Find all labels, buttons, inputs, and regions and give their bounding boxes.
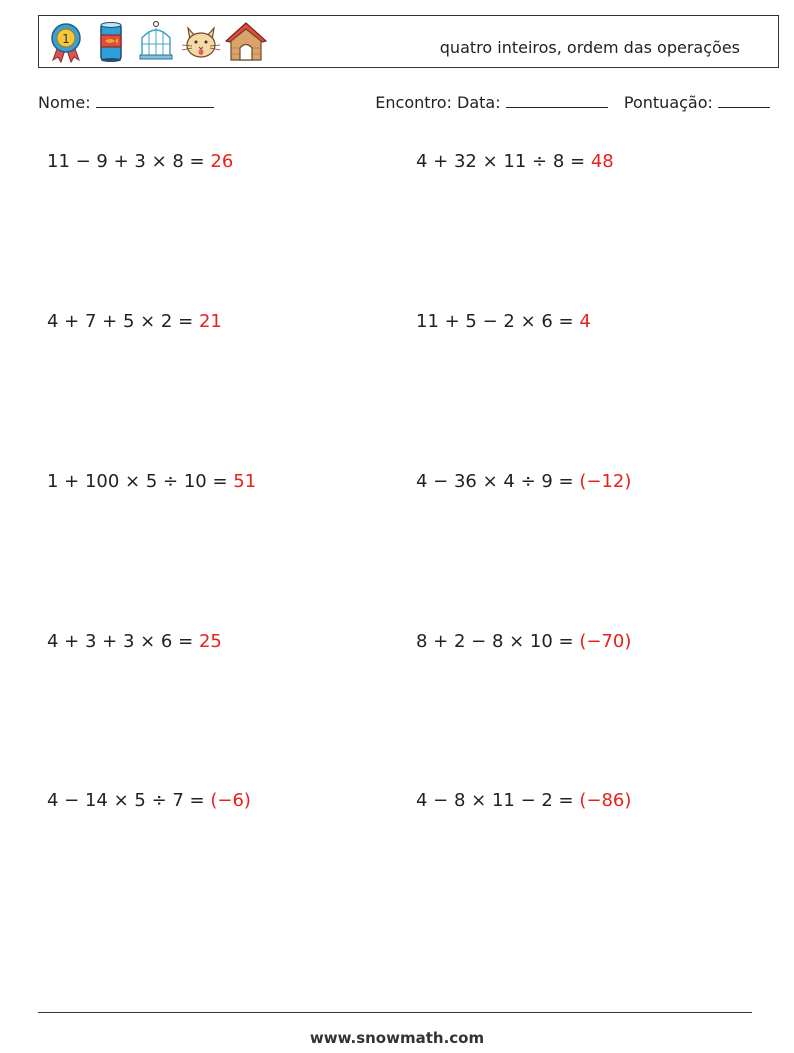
svg-text:1: 1	[62, 32, 70, 46]
problem-expression: 4 − 8 × 11 − 2 =	[416, 790, 574, 811]
problem-expression: 4 − 14 × 5 ÷ 7 =	[47, 790, 205, 811]
score-label: Pontuação:	[623, 93, 713, 112]
problem-answer: (−12)	[579, 471, 632, 492]
problem-answer: 48	[590, 151, 614, 172]
score-blank[interactable]	[718, 94, 770, 108]
problem-expression: 4 + 7 + 5 × 2 =	[47, 311, 194, 332]
problem-answer: 26	[210, 151, 234, 172]
problem-expression: 4 + 32 × 11 ÷ 8 =	[416, 151, 586, 172]
problem-expression: 11 + 5 − 2 × 6 =	[416, 311, 574, 332]
problem-expression: 8 + 2 − 8 × 10 =	[416, 631, 574, 652]
problem-1	[47, 151, 233, 172]
problem-expression: 11 − 9 + 3 × 8 =	[47, 151, 205, 172]
medal-icon	[45, 20, 87, 64]
problem-answer: 25	[198, 631, 222, 652]
name-blank[interactable]	[96, 94, 214, 108]
problem-6	[416, 471, 631, 492]
problem-answer: (−6)	[210, 790, 251, 811]
encounter-field	[375, 93, 770, 112]
problem-7	[47, 631, 222, 652]
worksheet-header	[38, 15, 779, 68]
date-label: Data:	[457, 93, 501, 112]
problem-5	[47, 471, 256, 492]
problem-answer: 21	[198, 311, 222, 332]
problem-answer: (−70)	[579, 631, 632, 652]
footer-divider	[38, 1012, 752, 1013]
problem-expression: 1 + 100 × 5 ÷ 10 =	[47, 471, 228, 492]
problem-4	[416, 311, 591, 332]
problem-8	[416, 631, 631, 652]
cat-face-icon	[180, 20, 222, 64]
worksheet-title: quatro inteiros, ordem das operações	[439, 38, 740, 57]
problem-answer: 4	[579, 311, 591, 332]
fish-can-icon	[90, 20, 132, 64]
problem-answer: 51	[233, 471, 257, 492]
problem-9	[47, 790, 251, 811]
problem-2	[416, 151, 614, 172]
name-label: Nome:	[38, 93, 91, 112]
problem-3	[47, 311, 222, 332]
problem-expression: 4 + 3 + 3 × 6 =	[47, 631, 194, 652]
footer-url[interactable]: www.snowmath.com	[309, 1029, 485, 1047]
problem-answer: (−86)	[579, 790, 632, 811]
date-blank[interactable]	[506, 94, 608, 108]
birdcage-icon	[135, 20, 177, 64]
header-icons	[45, 19, 267, 65]
doghouse-icon	[225, 20, 267, 64]
problem-expression: 4 − 36 × 4 ÷ 9 =	[416, 471, 574, 492]
problem-10	[416, 790, 631, 811]
name-field	[38, 93, 214, 112]
encounter-label: Encontro:	[375, 93, 452, 112]
